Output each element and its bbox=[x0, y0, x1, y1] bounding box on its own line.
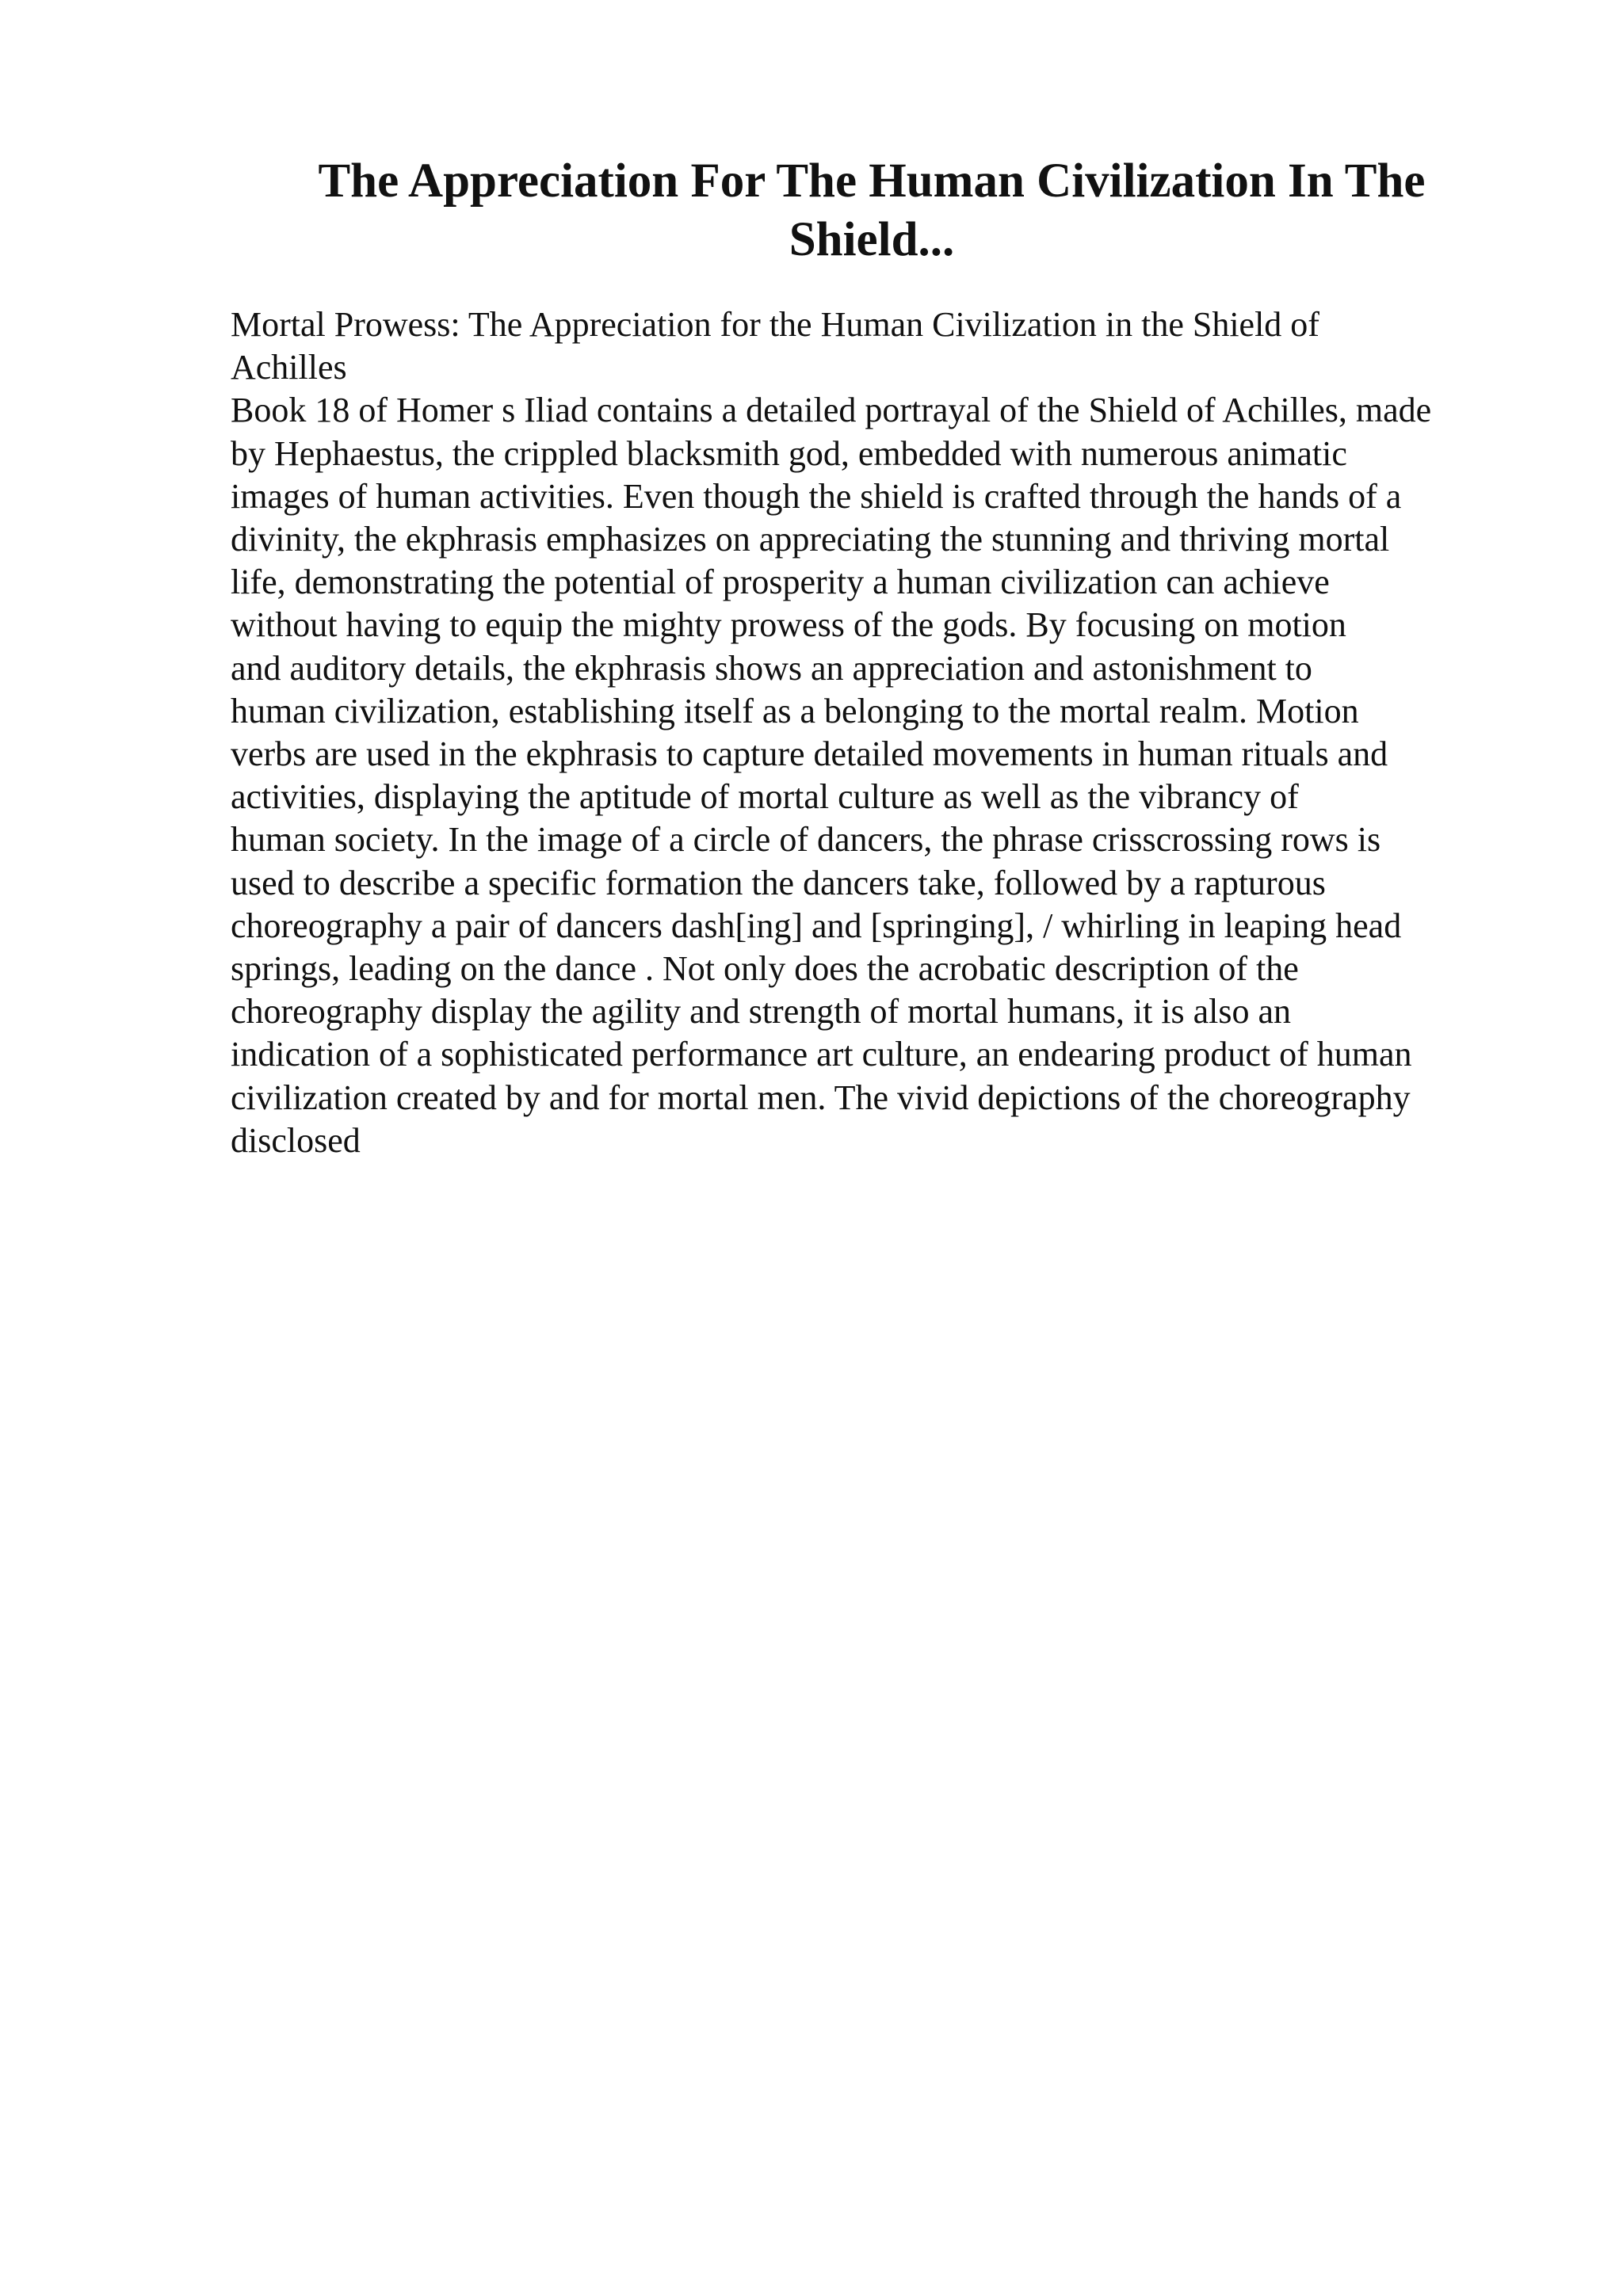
body-line: verbs are used in the ekphrasis to capture detailed movements in human rituals and bbox=[231, 734, 1388, 774]
body-line: without having to equip the mighty prowess of the gods. By focusing on motion bbox=[231, 605, 1346, 645]
body-line: springs, leading on the dance . Not only does the acrobatic description of the bbox=[231, 949, 1299, 989]
body-line: life, demonstrating the potential of prosperity a human civilization can achieve bbox=[231, 563, 1330, 602]
body-line: and auditory details, the ekphrasis shows an appreciation and astonishment to bbox=[231, 648, 1312, 688]
document-body bbox=[231, 303, 1530, 1162]
body-line: civilization created by and for mortal men. The vivid depictions of the choreography bbox=[231, 1077, 1411, 1117]
body-line: human society. In the image of a circle of dancers, the phrase crisscrossing rows is bbox=[231, 820, 1381, 860]
body-line: divinity, the ekphrasis emphasizes on appreciating the stunning and thriving mortal bbox=[231, 520, 1390, 559]
body-line: disclosed bbox=[231, 1120, 361, 1160]
body-line: images of human activities. Even though the shield is crafted through the hands of a bbox=[231, 476, 1402, 516]
body-line: choreography display the agility and strength of mortal humans, it is also an bbox=[231, 992, 1292, 1032]
body-line: used to describe a specific formation the dancers take, followed by a rapturous bbox=[231, 863, 1326, 902]
body-line: Book 18 of Homer s Iliad contains a detailed portrayal of the Shield of Achilles, made bbox=[231, 391, 1432, 430]
body-line: activities, displaying the aptitude of mortal culture as well as the vibrancy of bbox=[231, 777, 1299, 817]
document-title bbox=[230, 152, 1514, 269]
body-line: by Hephaestus, the crippled blacksmith god, embedded with numerous animatic bbox=[231, 433, 1347, 473]
body-line: indication of a sophisticated performance art culture, an endearing product of human bbox=[231, 1035, 1412, 1074]
body-line: choreography a pair of dancers dash[ing] and [springing], / whirling in leaping head bbox=[231, 906, 1402, 945]
subtitle-line: Achilles bbox=[231, 348, 347, 387]
subtitle-line: Mortal Prowess: The Appreciation for the Human Civilization in the Shield of bbox=[231, 305, 1319, 344]
body-line: human civilization, establishing itself as a belonging to the mortal realm. Motion bbox=[231, 691, 1359, 730]
title-line: The Appreciation For The Human Civilization In The bbox=[318, 154, 1426, 208]
title-line: Shield... bbox=[789, 213, 955, 266]
